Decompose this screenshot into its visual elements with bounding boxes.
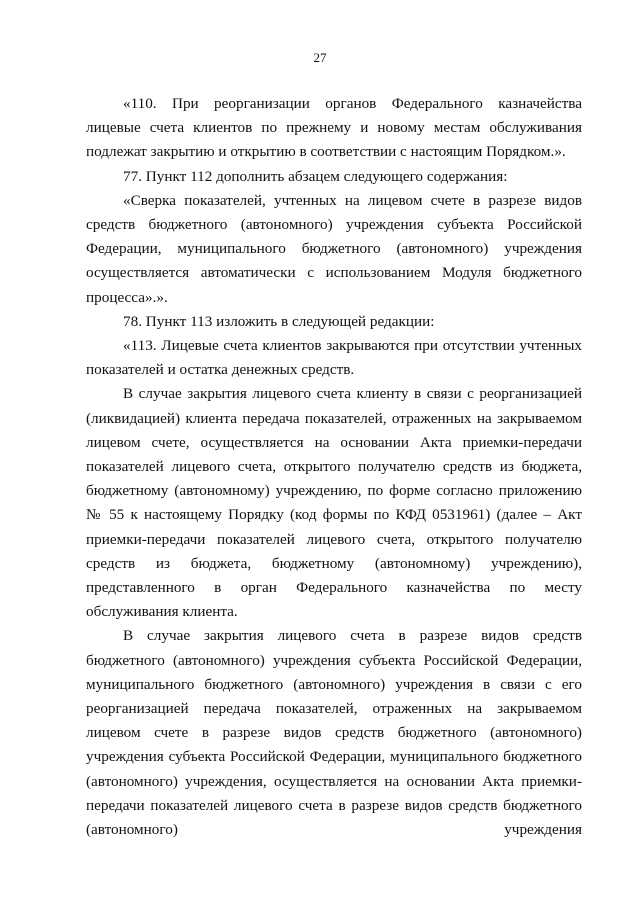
paragraph-item-110: «110. При реорганизации органов Федерального казначейства лицевые счета клиентов по прежнему и новому местам обслуживания подлежат закрытию и открытию в соответствии с настоящим Порядком.».	[86, 95, 582, 161]
paragraph-reconciliation-quote: «Сверка показателей, учтенных на лицевом счете в разрезе видов средств бюджетного (автономного) учреждения субъекта Российской Федерации, муниципального бюджетного (автономного) учреждения осуществляется автоматически с использованием Модуля бюджетного процесса».».	[86, 191, 582, 306]
page-number: 27	[313, 50, 327, 65]
paragraph-account-closure-by-funds-type: В случае закрытия лицевого счета в разрезе видов средств бюджетного (автономного) учреждения субъекта Российской Федерации, муниципального бюджетного (автономного) учреждения в связи с его реорганизацией передача показателей, отраженных на закрываемом лицевом счете в разрезе видов средств бюджетного (автономного) учреждения субъекта Российской Федерации, муниципального бюджетного (автономного) учреждения, осуществляется на основании Акта приемки-передачи показателей лицевого счета в разрезе видов средств бюджетного (автономного) учреждения	[86, 627, 582, 839]
paragraph-account-closure-liquidation: В случае закрытия лицевого счета клиенту в связи с реорганизацией (ликвидацией) клиента передача показателей, отраженных на закрываемом лицевом счете, осуществляется на основании Акта приемки-передачи показателей лицевого счета, открытого получателю средств из бюджета, бюджетному (автономному) учреждению, по форме согласно приложению № 55 к настоящему Порядку (код формы по КФД 0531961) (далее – Акт приемки-передачи показателей лицевого счета, открытого получателю средств из бюджета, бюджетному (автономному) учреждению), представленного в орган Федерального казначейства по месту обслуживания клиента.	[86, 385, 582, 621]
paragraph-item-113: «113. Лицевые счета клиентов закрываются при отсутствии учтенных показателей и остатка денежных средств.	[86, 337, 582, 379]
paragraph-point-78: 78. Пункт 113 изложить в следующей редакции:	[123, 312, 435, 330]
document-body	[86, 92, 582, 842]
paragraph-point-77: 77. Пункт 112 дополнить абзацем следующего содержания:	[123, 167, 508, 185]
